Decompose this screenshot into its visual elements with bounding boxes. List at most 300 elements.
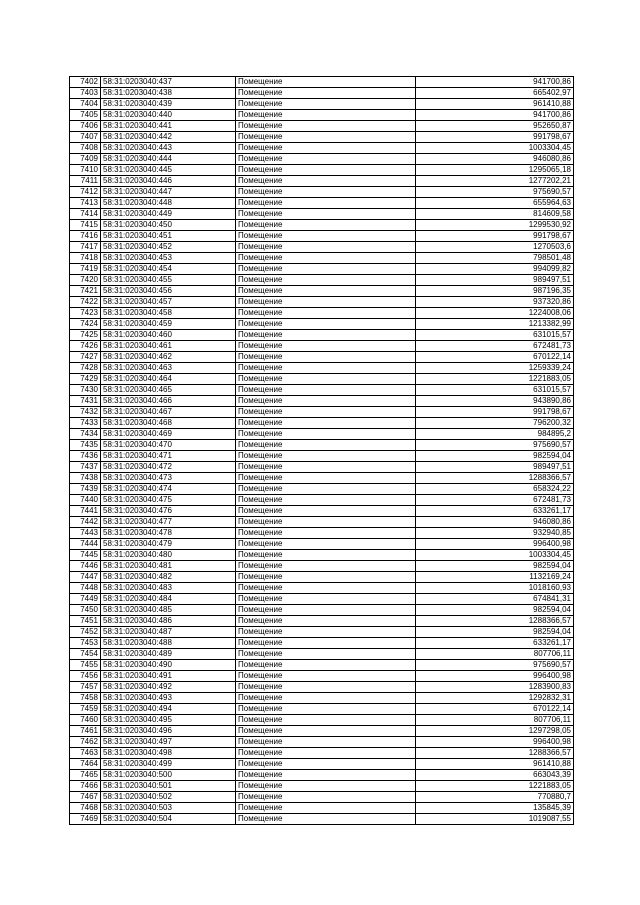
row-number-cell: 7421 [70,286,101,297]
cadastral-number-cell: 58:31:0203040:456 [101,286,236,297]
cadastral-number-cell: 58:31:0203040:444 [101,154,236,165]
cadastral-value-cell: 937320,86 [416,297,574,308]
row-number-cell: 7406 [70,121,101,132]
table-row [70,495,574,506]
cadastral-value-cell: 633261,17 [416,506,574,517]
row-number-cell: 7410 [70,165,101,176]
cadastral-number-cell: 58:31:0203040:477 [101,517,236,528]
row-number-cell: 7432 [70,407,101,418]
row-number-cell: 7457 [70,682,101,693]
row-number-cell: 7458 [70,693,101,704]
cadastral-value-cell: 1213382,99 [416,319,574,330]
cadastral-number-cell: 58:31:0203040:439 [101,99,236,110]
table-row [70,396,574,407]
object-type-cell: Помещение [236,473,416,484]
table-row [70,517,574,528]
row-number-cell: 7427 [70,352,101,363]
table-row [70,88,574,99]
property-registry-table [69,76,574,825]
cadastral-number-cell: 58:31:0203040:443 [101,143,236,154]
cadastral-number-cell: 58:31:0203040:442 [101,132,236,143]
cadastral-value-cell: 1003304,45 [416,550,574,561]
table-row [70,803,574,814]
object-type-cell: Помещение [236,770,416,781]
row-number-cell: 7416 [70,231,101,242]
object-type-cell: Помещение [236,110,416,121]
table-row [70,374,574,385]
cadastral-value-cell: 658324,22 [416,484,574,495]
table-row [70,198,574,209]
cadastral-number-cell: 58:31:0203040:503 [101,803,236,814]
table-row [70,539,574,550]
table-row [70,770,574,781]
table-row [70,748,574,759]
cadastral-number-cell: 58:31:0203040:491 [101,671,236,682]
table-row [70,187,574,198]
object-type-cell: Помещение [236,99,416,110]
object-type-cell: Помещение [236,781,416,792]
cadastral-number-cell: 58:31:0203040:451 [101,231,236,242]
object-type-cell: Помещение [236,715,416,726]
cadastral-value-cell: 1297298,05 [416,726,574,737]
table-row [70,154,574,165]
cadastral-number-cell: 58:31:0203040:500 [101,770,236,781]
object-type-cell: Помещение [236,77,416,88]
object-type-cell: Помещение [236,407,416,418]
table-row [70,341,574,352]
object-type-cell: Помещение [236,682,416,693]
cadastral-number-cell: 58:31:0203040:486 [101,616,236,627]
table-row [70,440,574,451]
cadastral-number-cell: 58:31:0203040:494 [101,704,236,715]
row-number-cell: 7418 [70,253,101,264]
cadastral-number-cell: 58:31:0203040:490 [101,660,236,671]
object-type-cell: Помещение [236,341,416,352]
table-row [70,363,574,374]
object-type-cell: Помещение [236,352,416,363]
object-type-cell: Помещение [236,605,416,616]
table-row [70,473,574,484]
cadastral-number-cell: 58:31:0203040:504 [101,814,236,825]
object-type-cell: Помещение [236,671,416,682]
row-number-cell: 7407 [70,132,101,143]
cadastral-value-cell: 952650,87 [416,121,574,132]
cadastral-number-cell: 58:31:0203040:446 [101,176,236,187]
object-type-cell: Помещение [236,748,416,759]
cadastral-value-cell: 631015,57 [416,385,574,396]
cadastral-number-cell: 58:31:0203040:457 [101,297,236,308]
cadastral-value-cell: 670122,14 [416,352,574,363]
cadastral-value-cell: 975690,57 [416,440,574,451]
cadastral-value-cell: 1259339,24 [416,363,574,374]
row-number-cell: 7404 [70,99,101,110]
cadastral-number-cell: 58:31:0203040:481 [101,561,236,572]
object-type-cell: Помещение [236,462,416,473]
cadastral-number-cell: 58:31:0203040:463 [101,363,236,374]
row-number-cell: 7459 [70,704,101,715]
row-number-cell: 7411 [70,176,101,187]
table-row [70,308,574,319]
cadastral-value-cell: 1221883,05 [416,781,574,792]
cadastral-value-cell: 982594,04 [416,627,574,638]
cadastral-value-cell: 932940,85 [416,528,574,539]
row-number-cell: 7451 [70,616,101,627]
object-type-cell: Помещение [236,264,416,275]
table-row [70,484,574,495]
cadastral-number-cell: 58:31:0203040:438 [101,88,236,99]
object-type-cell: Помещение [236,495,416,506]
row-number-cell: 7436 [70,451,101,462]
object-type-cell: Помещение [236,143,416,154]
object-type-cell: Помещение [236,550,416,561]
cadastral-value-cell: 984895,2 [416,429,574,440]
cadastral-number-cell: 58:31:0203040:458 [101,308,236,319]
cadastral-number-cell: 58:31:0203040:459 [101,319,236,330]
cadastral-value-cell: 672481,73 [416,341,574,352]
row-number-cell: 7412 [70,187,101,198]
cadastral-number-cell: 58:31:0203040:480 [101,550,236,561]
cadastral-value-cell: 1132169,24 [416,572,574,583]
object-type-cell: Помещение [236,275,416,286]
row-number-cell: 7428 [70,363,101,374]
object-type-cell: Помещение [236,517,416,528]
row-number-cell: 7443 [70,528,101,539]
row-number-cell: 7423 [70,308,101,319]
object-type-cell: Помещение [236,506,416,517]
cadastral-number-cell: 58:31:0203040:440 [101,110,236,121]
object-type-cell: Помещение [236,693,416,704]
cadastral-value-cell: 1288366,57 [416,473,574,484]
object-type-cell: Помещение [236,759,416,770]
table-row [70,429,574,440]
object-type-cell: Помещение [236,165,416,176]
row-number-cell: 7445 [70,550,101,561]
cadastral-value-cell: 1019087,55 [416,814,574,825]
cadastral-number-cell: 58:31:0203040:497 [101,737,236,748]
table-row [70,143,574,154]
cadastral-value-cell: 975690,57 [416,187,574,198]
cadastral-number-cell: 58:31:0203040:455 [101,275,236,286]
table-row [70,297,574,308]
cadastral-number-cell: 58:31:0203040:470 [101,440,236,451]
table-row [70,506,574,517]
cadastral-value-cell: 1295065,18 [416,165,574,176]
object-type-cell: Помещение [236,660,416,671]
table-row [70,682,574,693]
object-type-cell: Помещение [236,561,416,572]
cadastral-number-cell: 58:31:0203040:499 [101,759,236,770]
cadastral-value-cell: 975690,57 [416,660,574,671]
cadastral-value-cell: 1221883,05 [416,374,574,385]
cadastral-number-cell: 58:31:0203040:445 [101,165,236,176]
object-type-cell: Помещение [236,583,416,594]
table-row [70,726,574,737]
row-number-cell: 7464 [70,759,101,770]
cadastral-value-cell: 1003304,45 [416,143,574,154]
cadastral-value-cell: 989497,51 [416,462,574,473]
cadastral-value-cell: 672481,73 [416,495,574,506]
object-type-cell: Помещение [236,176,416,187]
table-row [70,605,574,616]
object-type-cell: Помещение [236,132,416,143]
cadastral-value-cell: 1277202,21 [416,176,574,187]
table-row [70,418,574,429]
cadastral-number-cell: 58:31:0203040:464 [101,374,236,385]
table-row [70,792,574,803]
object-type-cell: Помещение [236,88,416,99]
object-type-cell: Помещение [236,726,416,737]
cadastral-value-cell: 991798,67 [416,407,574,418]
cadastral-value-cell: 989497,51 [416,275,574,286]
cadastral-value-cell: 987196,35 [416,286,574,297]
table-row [70,407,574,418]
cadastral-value-cell: 943890,86 [416,396,574,407]
table-row [70,352,574,363]
table-row [70,638,574,649]
cadastral-number-cell: 58:31:0203040:493 [101,693,236,704]
row-number-cell: 7444 [70,539,101,550]
cadastral-number-cell: 58:31:0203040:488 [101,638,236,649]
row-number-cell: 7454 [70,649,101,660]
table-row [70,649,574,660]
cadastral-value-cell: 633261,17 [416,638,574,649]
cadastral-value-cell: 631015,57 [416,330,574,341]
cadastral-number-cell: 58:31:0203040:449 [101,209,236,220]
object-type-cell: Помещение [236,198,416,209]
object-type-cell: Помещение [236,792,416,803]
row-number-cell: 7466 [70,781,101,792]
object-type-cell: Помещение [236,451,416,462]
cadastral-number-cell: 58:31:0203040:474 [101,484,236,495]
cadastral-number-cell: 58:31:0203040:471 [101,451,236,462]
cadastral-number-cell: 58:31:0203040:492 [101,682,236,693]
cadastral-value-cell: 961410,88 [416,759,574,770]
cadastral-value-cell: 994099,82 [416,264,574,275]
object-type-cell: Помещение [236,440,416,451]
row-number-cell: 7440 [70,495,101,506]
table-row [70,759,574,770]
object-type-cell: Помещение [236,539,416,550]
cadastral-value-cell: 655964,63 [416,198,574,209]
object-type-cell: Помещение [236,594,416,605]
cadastral-value-cell: 991798,67 [416,132,574,143]
object-type-cell: Помещение [236,616,416,627]
object-type-cell: Помещение [236,814,416,825]
row-number-cell: 7429 [70,374,101,385]
cadastral-number-cell: 58:31:0203040:501 [101,781,236,792]
cadastral-number-cell: 58:31:0203040:476 [101,506,236,517]
cadastral-number-cell: 58:31:0203040:441 [101,121,236,132]
row-number-cell: 7437 [70,462,101,473]
cadastral-value-cell: 961410,88 [416,99,574,110]
table-row [70,462,574,473]
cadastral-number-cell: 58:31:0203040:489 [101,649,236,660]
row-number-cell: 7408 [70,143,101,154]
cadastral-value-cell: 798501,48 [416,253,574,264]
cadastral-value-cell: 982594,04 [416,605,574,616]
object-type-cell: Помещение [236,187,416,198]
object-type-cell: Помещение [236,363,416,374]
cadastral-value-cell: 814609,58 [416,209,574,220]
object-type-cell: Помещение [236,242,416,253]
cadastral-number-cell: 58:31:0203040:467 [101,407,236,418]
cadastral-value-cell: 941700,86 [416,77,574,88]
row-number-cell: 7431 [70,396,101,407]
table-row [70,110,574,121]
cadastral-value-cell: 1018160,93 [416,583,574,594]
object-type-cell: Помещение [236,737,416,748]
cadastral-value-cell: 982594,04 [416,451,574,462]
row-number-cell: 7448 [70,583,101,594]
row-number-cell: 7467 [70,792,101,803]
cadastral-number-cell: 58:31:0203040:479 [101,539,236,550]
row-number-cell: 7449 [70,594,101,605]
object-type-cell: Помещение [236,638,416,649]
row-number-cell: 7415 [70,220,101,231]
cadastral-value-cell: 665402,97 [416,88,574,99]
row-number-cell: 7419 [70,264,101,275]
table-row [70,220,574,231]
object-type-cell: Помещение [236,209,416,220]
row-number-cell: 7461 [70,726,101,737]
table-row [70,671,574,682]
row-number-cell: 7409 [70,154,101,165]
object-type-cell: Помещение [236,528,416,539]
table-row [70,781,574,792]
object-type-cell: Помещение [236,704,416,715]
table-row [70,176,574,187]
row-number-cell: 7405 [70,110,101,121]
cadastral-number-cell: 58:31:0203040:473 [101,473,236,484]
table-row [70,330,574,341]
cadastral-number-cell: 58:31:0203040:482 [101,572,236,583]
cadastral-value-cell: 807706,11 [416,649,574,660]
row-number-cell: 7441 [70,506,101,517]
table-row [70,528,574,539]
object-type-cell: Помещение [236,154,416,165]
row-number-cell: 7450 [70,605,101,616]
cadastral-number-cell: 58:31:0203040:437 [101,77,236,88]
cadastral-number-cell: 58:31:0203040:498 [101,748,236,759]
row-number-cell: 7402 [70,77,101,88]
table-row [70,319,574,330]
table-row [70,132,574,143]
object-type-cell: Помещение [236,253,416,264]
table-row [70,231,574,242]
row-number-cell: 7453 [70,638,101,649]
object-type-cell: Помещение [236,220,416,231]
table-row [70,715,574,726]
row-number-cell: 7413 [70,198,101,209]
row-number-cell: 7403 [70,88,101,99]
object-type-cell: Помещение [236,429,416,440]
row-number-cell: 7422 [70,297,101,308]
object-type-cell: Помещение [236,121,416,132]
row-number-cell: 7462 [70,737,101,748]
object-type-cell: Помещение [236,418,416,429]
row-number-cell: 7435 [70,440,101,451]
row-number-cell: 7425 [70,330,101,341]
cadastral-value-cell: 996400,98 [416,539,574,550]
cadastral-value-cell: 996400,98 [416,737,574,748]
object-type-cell: Помещение [236,484,416,495]
table-row [70,572,574,583]
row-number-cell: 7414 [70,209,101,220]
table-row [70,121,574,132]
cadastral-value-cell: 807706,11 [416,715,574,726]
row-number-cell: 7434 [70,429,101,440]
table-row [70,550,574,561]
table-row [70,737,574,748]
cadastral-value-cell: 1288366,57 [416,616,574,627]
table-row [70,814,574,825]
table-row [70,242,574,253]
table-row [70,275,574,286]
cadastral-value-cell: 135845,39 [416,803,574,814]
table-row [70,385,574,396]
row-number-cell: 7469 [70,814,101,825]
cadastral-value-cell: 663043,39 [416,770,574,781]
cadastral-value-cell: 1283900,83 [416,682,574,693]
cadastral-number-cell: 58:31:0203040:468 [101,418,236,429]
table-row [70,264,574,275]
cadastral-number-cell: 58:31:0203040:485 [101,605,236,616]
cadastral-number-cell: 58:31:0203040:475 [101,495,236,506]
cadastral-value-cell: 1292832,31 [416,693,574,704]
row-number-cell: 7417 [70,242,101,253]
object-type-cell: Помещение [236,627,416,638]
cadastral-number-cell: 58:31:0203040:462 [101,352,236,363]
cadastral-value-cell: 796200,32 [416,418,574,429]
table-row [70,286,574,297]
table-row [70,583,574,594]
table-row [70,253,574,264]
object-type-cell: Помещение [236,803,416,814]
row-number-cell: 7468 [70,803,101,814]
cadastral-value-cell: 770880,7 [416,792,574,803]
row-number-cell: 7430 [70,385,101,396]
cadastral-number-cell: 58:31:0203040:450 [101,220,236,231]
cadastral-number-cell: 58:31:0203040:465 [101,385,236,396]
cadastral-number-cell: 58:31:0203040:447 [101,187,236,198]
cadastral-number-cell: 58:31:0203040:461 [101,341,236,352]
cadastral-value-cell: 1299530,92 [416,220,574,231]
row-number-cell: 7424 [70,319,101,330]
cadastral-number-cell: 58:31:0203040:452 [101,242,236,253]
cadastral-number-cell: 58:31:0203040:469 [101,429,236,440]
table-row [70,451,574,462]
cadastral-number-cell: 58:31:0203040:453 [101,253,236,264]
object-type-cell: Помещение [236,385,416,396]
object-type-cell: Помещение [236,319,416,330]
row-number-cell: 7426 [70,341,101,352]
table-row [70,99,574,110]
row-number-cell: 7442 [70,517,101,528]
row-number-cell: 7420 [70,275,101,286]
cadastral-value-cell: 1288366,57 [416,748,574,759]
cadastral-number-cell: 58:31:0203040:495 [101,715,236,726]
cadastral-number-cell: 58:31:0203040:502 [101,792,236,803]
cadastral-number-cell: 58:31:0203040:448 [101,198,236,209]
object-type-cell: Помещение [236,297,416,308]
cadastral-number-cell: 58:31:0203040:496 [101,726,236,737]
cadastral-number-cell: 58:31:0203040:484 [101,594,236,605]
cadastral-value-cell: 946080,86 [416,517,574,528]
table-row [70,627,574,638]
object-type-cell: Помещение [236,572,416,583]
table-row [70,77,574,88]
cadastral-value-cell: 674841,31 [416,594,574,605]
